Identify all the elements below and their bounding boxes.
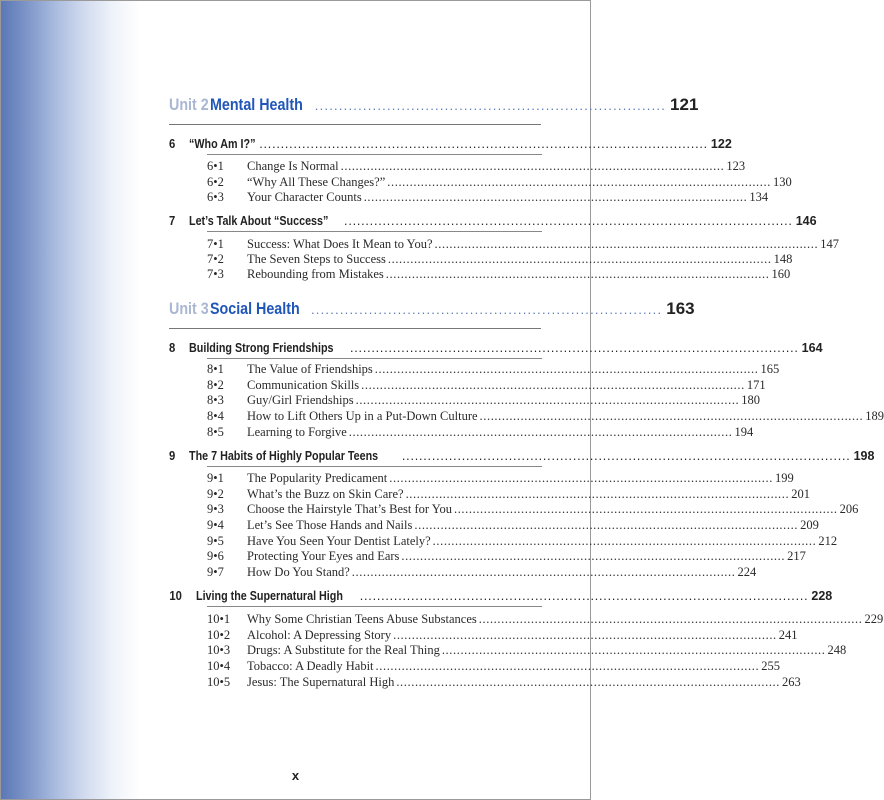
- leader-dots: .......................................................................................................: [396, 675, 781, 689]
- section-entry: [207, 393, 761, 409]
- section-entry: [207, 675, 801, 691]
- chapter-title: Living the Supernatural High: [195, 589, 343, 603]
- divider: [207, 358, 542, 359]
- chapter-page: 198: [853, 449, 875, 463]
- chapter-heading: [168, 589, 833, 607]
- section-entry: [207, 190, 769, 206]
- chapter-heading: [168, 137, 732, 155]
- section-title: Let’s See Those Hands and Nails: [247, 518, 413, 532]
- section-number: 6•3: [207, 190, 224, 204]
- section-title: Your Character Counts: [247, 190, 362, 204]
- leader-dots: .......................................................................................................: [351, 565, 736, 579]
- divider: [207, 231, 542, 232]
- section-number: 7•3: [207, 267, 224, 281]
- section-number: 9•5: [207, 534, 224, 548]
- section-entry: [207, 267, 791, 283]
- section-page: 148: [773, 252, 793, 266]
- section-title: How to Lift Others Up in a Put-Down Culture: [247, 409, 478, 423]
- chapter-number: 10: [169, 589, 182, 603]
- section-number: 6•1: [207, 159, 224, 173]
- chapter-title: “Who Am I?”: [188, 137, 256, 151]
- chapter-number: 8: [169, 341, 176, 355]
- section-number: 6•2: [207, 175, 224, 189]
- section-number: 10•3: [207, 643, 231, 657]
- section-entry: [207, 362, 780, 378]
- leader-dots: .........................................................................................................: [359, 589, 809, 603]
- divider: [207, 154, 542, 155]
- section-page: 134: [749, 190, 769, 204]
- section-page: 217: [787, 549, 806, 563]
- section-entry: [207, 237, 839, 253]
- section-entry: [207, 252, 793, 268]
- divider: [169, 124, 541, 125]
- section-number: 10•5: [207, 675, 231, 689]
- leader-dots: .......................................................................................................: [432, 534, 817, 548]
- chapter-number: 6: [169, 137, 176, 151]
- chapter-title: Let’s Talk About “Success”: [188, 214, 329, 228]
- section-entry: [207, 612, 884, 628]
- section-entry: [207, 175, 792, 191]
- section-number: 9•6: [207, 549, 224, 563]
- section-title: Rebounding from Mistakes: [247, 267, 384, 281]
- section-page: 248: [827, 643, 847, 657]
- section-number: 10•4: [207, 659, 231, 673]
- section-number: 8•4: [207, 409, 224, 423]
- leader-dots: .......................................................................................................: [385, 267, 770, 281]
- section-entry: [207, 409, 884, 425]
- section-page: 194: [734, 425, 754, 439]
- section-number: 7•1: [207, 237, 224, 251]
- section-page: 147: [820, 237, 839, 251]
- section-title: Change Is Normal: [247, 159, 339, 173]
- section-title: “Why All These Changes?”: [247, 175, 386, 189]
- leader-dots: .......................................................................................................: [389, 471, 773, 485]
- chapter-page: 122: [710, 137, 732, 151]
- leader-dots: .........................................................................: [311, 302, 663, 317]
- section-title: Success: What Does It Mean to You?: [247, 237, 433, 251]
- chapter-title: Building Strong Friendships: [188, 341, 334, 355]
- leader-dots: .......................................................................................................: [478, 612, 863, 626]
- leader-dots: .........................................................................................................: [350, 341, 799, 355]
- section-page: 160: [771, 267, 791, 281]
- section-page: 165: [760, 362, 780, 376]
- chapter-heading: [168, 214, 817, 232]
- section-entry: [207, 502, 859, 518]
- chapter-heading: [168, 341, 823, 359]
- section-page: 263: [782, 675, 801, 689]
- leader-dots: .......................................................................................................: [401, 549, 786, 563]
- unit-heading: [169, 95, 699, 121]
- section-entry: [207, 425, 754, 441]
- section-number: 8•2: [207, 378, 224, 392]
- section-number: 9•2: [207, 487, 224, 501]
- unit-label: Unit 2: [169, 95, 209, 114]
- leader-dots: .........................................................................................................: [259, 137, 708, 151]
- section-title: Jesus: The Supernatural High: [247, 675, 395, 689]
- chapter-page: 146: [795, 214, 817, 228]
- section-title: What’s the Buzz on Skin Care?: [247, 487, 404, 501]
- leader-dots: .......................................................................................................: [387, 175, 771, 189]
- section-page: 130: [772, 175, 792, 189]
- section-title: How Do You Stand?: [247, 565, 350, 579]
- leader-dots: .......................................................................................................: [374, 362, 759, 376]
- unit-heading: [169, 299, 695, 325]
- section-number: 10•2: [207, 628, 231, 642]
- leader-dots: .......................................................................................................: [340, 159, 725, 173]
- section-page: 255: [761, 659, 780, 673]
- section-entry: [207, 534, 838, 550]
- section-title: Alcohol: A Depressing Story: [247, 628, 392, 642]
- chapter-page: 164: [801, 341, 823, 355]
- section-title: The Popularity Predicament: [247, 471, 388, 485]
- section-title: Have You Seen Your Dentist Lately?: [247, 534, 431, 548]
- section-number: 9•1: [207, 471, 224, 485]
- section-page: 199: [774, 471, 794, 485]
- section-title: The Seven Steps to Success: [247, 252, 386, 266]
- leader-dots: .......................................................................................................: [355, 393, 740, 407]
- section-page: 206: [839, 502, 859, 516]
- section-entry: [207, 659, 780, 675]
- section-entry: [207, 518, 819, 534]
- section-title: Why Some Christian Teens Abuse Substances: [247, 612, 477, 626]
- leader-dots: .......................................................................................................: [393, 628, 777, 642]
- section-page: 212: [818, 534, 838, 548]
- section-page: 201: [791, 487, 810, 501]
- section-entry: [207, 159, 746, 175]
- leader-dots: .......................................................................................................: [375, 659, 760, 673]
- section-entry: [207, 487, 810, 503]
- unit-title: Mental Health: [210, 95, 304, 114]
- chapter-heading: [168, 449, 875, 467]
- unit-label: Unit 3: [169, 299, 209, 318]
- leader-dots: .......................................................................................................: [414, 518, 799, 532]
- section-title: Tobacco: A Deadly Habit: [247, 659, 374, 673]
- section-number: 8•1: [207, 362, 224, 376]
- leader-dots: .......................................................................................................: [348, 425, 733, 439]
- section-number: 8•3: [207, 393, 224, 407]
- leader-dots: .......................................................................................................: [441, 643, 826, 657]
- unit-page: 121: [670, 95, 699, 114]
- chapter-number: 9: [169, 449, 176, 463]
- section-number: 10•1: [207, 612, 231, 626]
- leader-dots: .......................................................................................................: [405, 487, 790, 501]
- section-page: 180: [741, 393, 761, 407]
- unit-page: 163: [666, 299, 695, 318]
- leader-dots: .......................................................................................................: [434, 237, 819, 251]
- section-title: Protecting Your Eyes and Ears: [247, 549, 400, 563]
- section-page: 189: [865, 409, 884, 423]
- section-page: 171: [746, 378, 766, 392]
- chapter-page: 228: [811, 589, 833, 603]
- section-entry: [207, 565, 757, 581]
- chapter-title: The 7 Habits of Highly Popular Teens: [188, 449, 379, 463]
- section-number: 9•7: [207, 565, 224, 579]
- section-page: 209: [800, 518, 819, 532]
- leader-dots: .......................................................................................................: [361, 378, 745, 392]
- unit-title: Social Health: [210, 299, 300, 318]
- section-title: Guy/Girl Friendships: [247, 393, 354, 407]
- section-title: The Value of Friendships: [247, 362, 373, 376]
- section-entry: [207, 378, 766, 394]
- section-entry: [207, 628, 798, 644]
- section-number: 9•3: [207, 502, 224, 516]
- leader-dots: .......................................................................................................: [363, 190, 748, 204]
- leader-dots: .........................................................................................................: [344, 214, 793, 228]
- leader-dots: .........................................................................................................: [401, 449, 851, 463]
- section-page: 229: [864, 612, 884, 626]
- section-page: 224: [737, 565, 757, 579]
- section-title: Communication Skills: [247, 378, 360, 392]
- divider: [169, 328, 541, 329]
- section-title: Learning to Forgive: [247, 425, 347, 439]
- section-entry: [207, 643, 847, 659]
- section-number: 8•5: [207, 425, 224, 439]
- divider: [207, 606, 542, 607]
- leader-dots: .......................................................................................................: [387, 252, 772, 266]
- section-entry: [207, 549, 806, 565]
- section-number: 7•2: [207, 252, 224, 266]
- section-title: Choose the Hairstyle That’s Best for You: [247, 502, 452, 516]
- section-page: 241: [778, 628, 798, 642]
- chapter-number: 7: [169, 214, 176, 228]
- leader-dots: .........................................................................: [314, 98, 667, 113]
- leader-dots: .......................................................................................................: [453, 502, 838, 516]
- section-page: 123: [726, 159, 746, 173]
- section-title: Drugs: A Substitute for the Real Thing: [247, 643, 440, 657]
- leader-dots: .......................................................................................................: [479, 409, 864, 423]
- section-number: 9•4: [207, 518, 224, 532]
- page-number: x: [291, 768, 300, 783]
- section-entry: [207, 471, 794, 487]
- divider: [207, 466, 542, 467]
